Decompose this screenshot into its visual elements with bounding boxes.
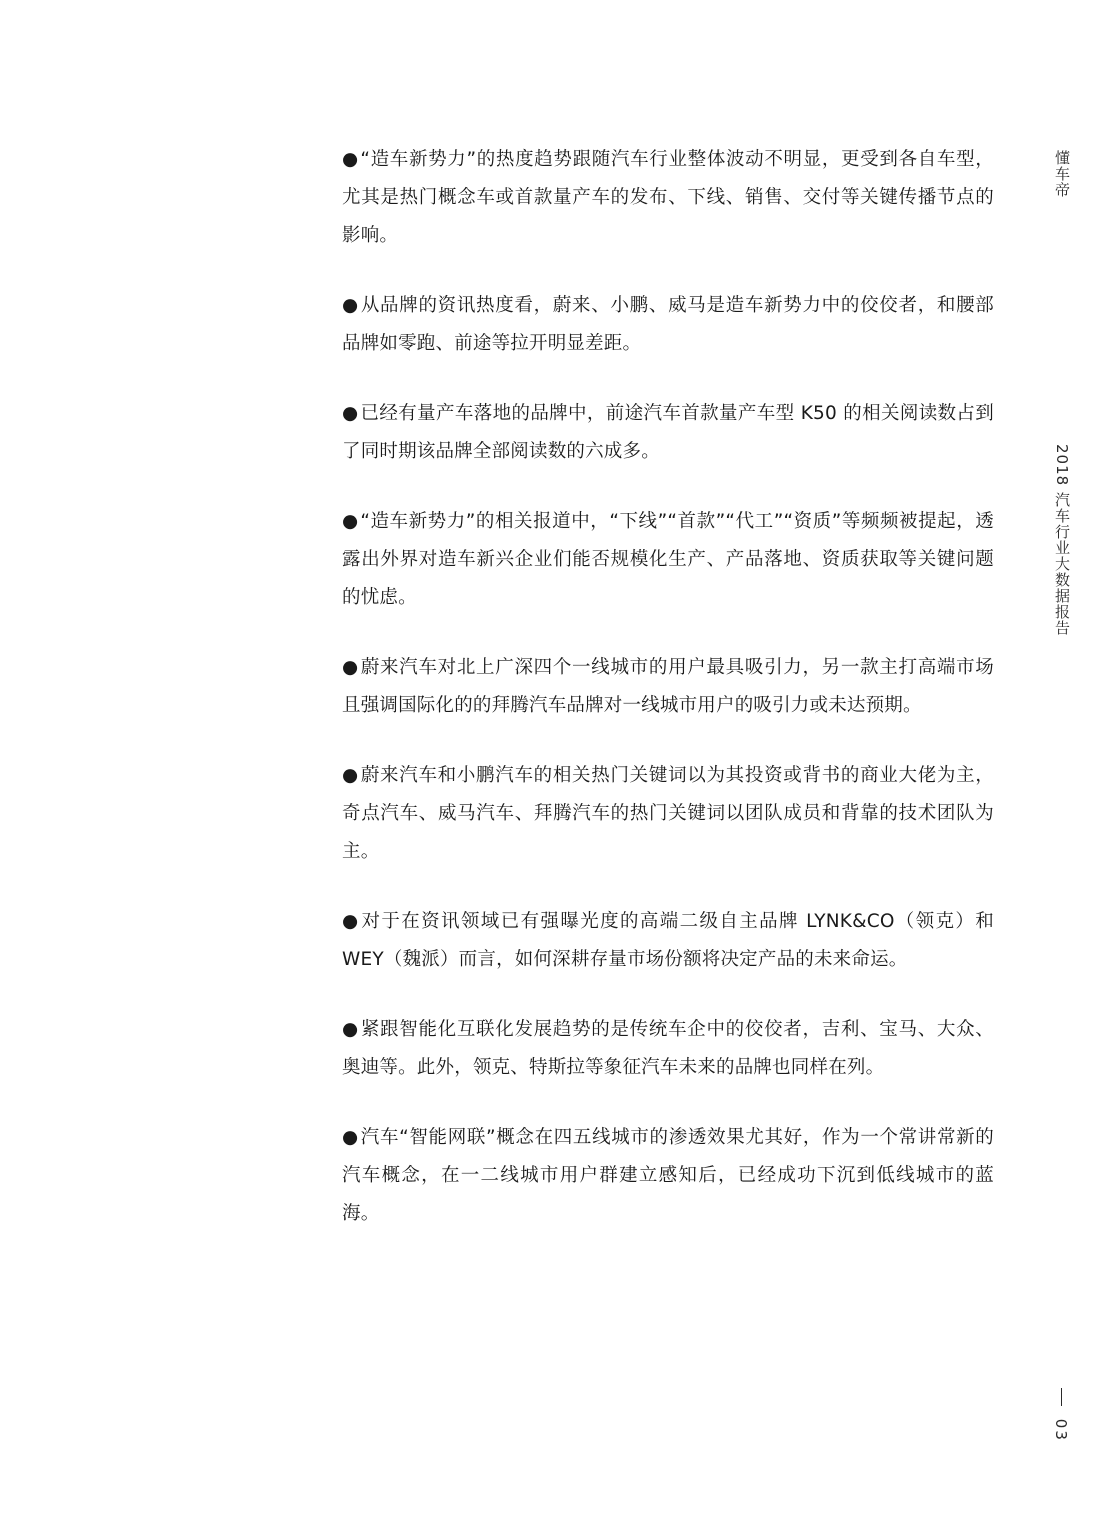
bullet-icon: ● xyxy=(342,403,359,424)
paragraph xyxy=(342,649,994,725)
page-number-text: 03 xyxy=(1052,1418,1070,1442)
paragraph xyxy=(342,395,994,471)
paragraph xyxy=(342,903,994,979)
paragraph-text: 蔚来汽车对北上广深四个一线城市的用户最具吸引力，另一款主打高端市场且强调国际化的的拜腾汽车品牌对一线城市用户的吸引力或未达预期。 xyxy=(342,657,994,716)
paragraph-text: 紧跟智能化互联化发展趋势的是传统车企中的佼佼者，吉利、宝马、大众、奥迪等。此外，领克、特斯拉等象征汽车未来的品牌也同样在列。 xyxy=(342,1019,994,1078)
page-dash-divider xyxy=(1061,1388,1062,1406)
paragraph xyxy=(342,1011,994,1087)
bullet-icon: ● xyxy=(342,1127,359,1148)
bullet-icon: ● xyxy=(342,149,359,170)
paragraph xyxy=(342,1119,994,1233)
bullet-icon: ● xyxy=(342,1019,359,1040)
bullet-icon: ● xyxy=(342,511,359,532)
paragraph-text: “造车新势力”的热度趋势跟随汽车行业整体波动不明显，更受到各自车型，尤其是热门概念车或首款量产车的发布、下线、销售、交付等关键传播节点的影响。 xyxy=(342,149,994,246)
bullet-icon: ● xyxy=(342,765,359,786)
paragraph-text: 从品牌的资讯热度看，蔚来、小鹏、威马是造车新势力中的佼佼者，和腰部品牌如零跑、前途等拉开明显差距。 xyxy=(342,295,994,354)
paragraph xyxy=(342,141,994,255)
main-content xyxy=(342,141,994,1265)
paragraph xyxy=(342,757,994,871)
paragraph-text: 汽车“智能网联”概念在四五线城市的渗透效果尤其好，作为一个常讲常新的汽车概念，在一二线城市用户群建立感知后，已经成功下沉到低线城市的蓝海。 xyxy=(342,1127,994,1224)
paragraph-text: “造车新势力”的相关报道中，“下线”“首款”“代工”“资质”等频频被提起，透露出外界对造车新兴企业们能否规模化生产、产品落地、资质获取等关键问题的忧虑。 xyxy=(342,511,994,608)
bullet-icon: ● xyxy=(342,295,359,316)
report-title: 2018 汽车行业大数据报告 xyxy=(1053,444,1071,636)
bullet-icon: ● xyxy=(342,657,359,678)
paragraph-text: 蔚来汽车和小鹏汽车的相关热门关键词以为其投资或背书的商业大佬为主，奇点汽车、威马汽车、拜腾汽车的热门关键词以团队成员和背靠的技术团队为主。 xyxy=(342,765,994,862)
paragraph-text: 对于在资讯领域已有强曝光度的高端二级自主品牌 LYNK&CO（领克）和 WEY（魏派）而言，如何深耕存量市场份额将决定产品的未来命运。 xyxy=(342,911,994,970)
bullet-icon: ● xyxy=(342,911,359,932)
brand-label: 懂车帝 xyxy=(1053,150,1071,198)
page-number xyxy=(1052,1388,1070,1442)
paragraph xyxy=(342,287,994,363)
paragraph-text: 已经有量产车落地的品牌中，前途汽车首款量产车型 K50 的相关阅读数占到了同时期该品牌全部阅读数的六成多。 xyxy=(342,403,994,462)
paragraph xyxy=(342,503,994,617)
